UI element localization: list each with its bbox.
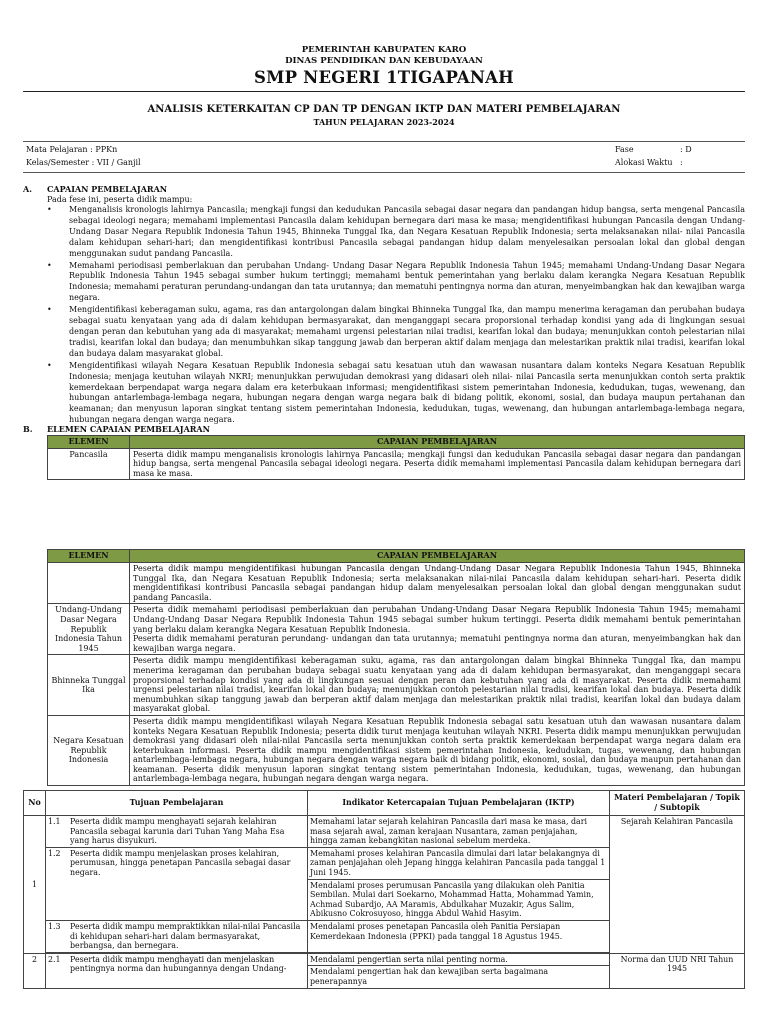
elemen-cp-table	[47, 435, 745, 480]
column-header-capaian: CAPAIAN PEMBELAJARAN	[130, 550, 745, 563]
cell-iktp: Mendalami pengertian hak dan kewajiban serta bagaimana penerapannya	[308, 966, 610, 988]
header-government: PEMERINTAH KABUPATEN KARO	[301, 45, 467, 55]
list-item: • Memahami periodisasi pemberlakuan dan perubahan Undang- Undang Dasar Negara Republik Indonesia Tahun 1945; memahami Undang-Undang Dasar Negara Republik Indonesia Tahun 1945 sebagai sumber hukum tertinggi; memahami bentuk pemerintahan yang berlaku dalam kerangka Negara Kesatuan Republik Indonesia; memahami peraturan perundang-undangan dan tata urutannya; dan mematuhi pentingnya norma dan aturan, menyeimbangkan hak dan kewajiban warga negara.	[69, 261, 745, 305]
cell-elemen: Bhinneka Tunggal Ika	[48, 655, 130, 716]
table-row	[48, 655, 745, 716]
cell-iktp: Mendalami pengertian serta nilai penting norma.	[308, 953, 610, 966]
cell-tujuan	[46, 847, 308, 920]
column-header-tujuan: Tujuan Pembelajaran	[46, 791, 308, 816]
cell-capaian-part1: Peserta didik memahami periodisasi pemberlakuan dan perubahan Undang-Undang Dasar Negara Republik Indonesia Tahun 1945; memahami Undang-Undang Dasar Negara Republik Indonesia Tahun 1945 sebagai sumber hukum tertinggi. Peserta didik memahami bentuk pemerintahan yang berlaku dalam kerangka Negara Kesatuan Republik Indonesia.	[133, 605, 741, 634]
list-item: • Menganalisis kronologis lahirnya Pancasila; mengkaji fungsi dan kedudukan Pancasila sebagai dasar negara dan pandangan hidup bangsa, serta mengenal Pancasila sebagai ideologi negara; memahami implementasi Pancasila dalam kehidupan bernegara dari masa ke masa; mengidentifikasi hubungan Pancasila dengan Undang-Undang Dasar Negara Republik Indonesia Tahun 1945, Bhinneka Tunggal Ika, dan Negara Kesatuan Republik Indonesia; serta melaksanakan nilai- nilai Pancasila dalam kehidupan sehari-hari; dan mengidentifikasi kontribusi Pancasila sebagai pandangan hidup dalam menyelesaikan persoalan lokal dan global dengan menggunakan sudut pandang Pancasila.	[69, 205, 745, 260]
tp-text: Peserta didik mampu menghayati dan menjelaskan pentingnya norma dan hubungannya dengan Undang-	[70, 954, 287, 974]
tp-number: 2.1	[48, 954, 61, 964]
column-header-no: No	[24, 791, 46, 816]
cell-tujuan	[46, 953, 308, 988]
section-b-heading: ELEMEN CAPAIAN PEMBELAJARAN	[47, 424, 210, 434]
cell-iktp: Mendalami proses perumusan Pancasila yang dilakukan oleh Panitia Sembilan. Mulai dari Soekarno, Mohammad Hatta, Mohammad Yamin, Achmad Subardjo, AA Maramis, Abdulkahar Muzakir, Agus Salim, Abikusno Cokrosuyoso, hingga Abdul Wahid Hasyim.	[308, 879, 610, 920]
header-department: DINAS PENDIDIKAN DAN KEBUDAYAAN	[285, 56, 483, 66]
cell-tujuan	[46, 920, 308, 952]
cell-capaian: Peserta didik mampu mengidentifikasi keberagaman suku, agama, ras dan antargolongan dalam bingkai Bhinneka Tunggal Ika, dan mampu menerima keragaman dan perubahan budaya sebagai suatu kenyataan yang ada di dalam kehidupan bermasyarakat, dan menganggapi secara proporsional terhadap kondisi yang ada di lingkungan sesuai dengan peran dan kebutuhan yang ada di masyarakat. Peserta didik memahami urgensi pelestarian nilai tradisi, kearifan lokal dan budaya; menunjukkan contoh pelestarian nilai tradisi, kearifan lokal dan budaya. Peserta didik menumbuhkan sikap tanggung jawab dan berperan aktif dalam menjaga dan melestarikan praktik nilai tradisi, kearifan lokal dan budaya dalam masyarakat global.	[130, 655, 745, 716]
column-header-iktp: Indikator Ketercapaian Tujuan Pembelajaran (IKTP)	[308, 791, 610, 816]
info-alokasi-label: Alokasi Waktu	[615, 158, 673, 167]
table-header-row	[48, 436, 745, 449]
info-mata-pelajaran: Mata Pelajaran : PPKn	[26, 145, 118, 154]
tp-number: 1.1	[48, 817, 61, 826]
tp-text: Peserta didik mampu mempraktikkan nilai-nilai Pancasila di kehidupan sehari-hari dalam bermasyarakat, berbangsa, dan bernegara.	[70, 921, 301, 951]
course-info-box	[23, 141, 745, 173]
info-kelas-semester: Kelas/Semester : VII / Ganjil	[26, 158, 141, 167]
tp-text: Peserta didik mampu menjelaskan proses kelahiran, perumusan, hingga penetapan Pancasila sebagai dasar negara.	[70, 848, 291, 877]
tp-item	[48, 922, 305, 951]
cell-capaian-part2: Peserta didik memahami peraturan perundang- undangan dan tata urutannya; mematuhi pentingnya norma dan aturan, menyeimbangkan hak dan kewajiban warga negara.	[133, 634, 741, 653]
table-row	[48, 715, 745, 785]
table-header-row	[24, 791, 745, 816]
table-row	[48, 563, 745, 604]
tp-item	[48, 955, 305, 974]
section-a-intro: Pada fese ini, peserta didik mampu:	[47, 195, 193, 204]
capaian-bullet-list	[69, 205, 745, 427]
tp-item	[48, 849, 305, 878]
section-a-letter: A.	[23, 184, 32, 194]
tp-number: 1.3	[48, 921, 61, 931]
cell-elemen	[48, 563, 130, 604]
list-item: • Mengidentifikasi keberagaman suku, agama, ras dan antargolongan dalam bingkai Bhinneka Tunggal Ika, dan mampu menerima keragaman dan perubahan budaya sebagai suatu kenyataan yang ada di dalam kehidupan bermasyarakat, dan menganggapi secara proporsional terhadap kondisi yang ada di lingkungan sesuai dengan peran dan kebutuhan yang ada di masyarakat; memahami urgensi pelestarian nilai tradisi, kearifan lokal dan budaya; menunjukkan contoh pelestarian nilai tradisi, kearifan lokal dan budaya; dan menumbuhkan sikap tanggung jawab dan berperan aktif dalam menjaga dan melestarikan praktik nilai tradisi, kearifan lokal dan budaya dalam masyarakat global.	[69, 305, 745, 360]
table-row	[48, 604, 745, 655]
info-alokasi-value: :	[680, 158, 683, 167]
table-row	[24, 953, 745, 966]
cell-capaian	[130, 604, 745, 655]
cell-capaian: Peserta didik mampu mengidentifikasi wilayah Negara Kesatuan Republik Indonesia sebagai satu kesatuan utuh dan wawasan nusantara dalam konteks Negara Kesatuan Republik Indonesia; peserta didik turut menjaga keutuhan wilayah NKRI. Peserta didik mampu menunjukkan perwujudan demokrasi yang didasari oleh nilai-nilai Pancasila serta menunjukkan contoh serta praktik kemerdekaan berpendapat warga negara dalam era keterbukaan informasi. Peserta didik mampu mengidentifikasi sistem pemerintahan Indonesia, kedudukan, tugas, wewenang, dan hubungan antarlembaga-lembaga negara, hubungan negara dengan warga negara baik di bidang politik, ekonomi, sosial, dan budaya maupun pertahanan dan keamanan. Peserta didik menyusun laporan singkat tentang sistem pemerintahan Indonesia, kedudukan, tugas, wewenang, dan hubungan antarlembaga-lembaga negara, hubungan negara dengan warga negara.	[130, 715, 745, 785]
column-header-materi: Materi Pembelajaran / Topik / Subtopik	[610, 791, 745, 816]
cell-iktp: Mendalami proses penetapan Pancasila oleh Panitia Persiapan Kemerdekaan Indonesia (PPKI) pada tanggal 18 Agustus 1945.	[308, 920, 610, 952]
cell-elemen: Negara Kesatuan Republik Indonesia	[48, 715, 130, 785]
tp-iktp-table	[23, 790, 745, 989]
column-header-capaian: CAPAIAN PEMBELAJARAN	[130, 436, 745, 449]
cell-elemen: Undang-Undang Dasar Negara Republik Indonesia Tahun 1945	[48, 604, 130, 655]
tp-number: 1.2	[48, 848, 61, 858]
table-row	[48, 448, 745, 480]
cell-capaian: Peserta didik mampu menganalisis kronologis lahirnya Pancasila; mengkaji fungsi dan kedudukan Pancasila sebagai dasar negara dan pandangan hidup bangsa, serta mengenal Pancasila sebagai ideologi negara. Peserta didik memahami implementasi Pancasila dalam kehidupan bernegara dari masa ke masa.	[130, 448, 745, 480]
cell-tujuan	[46, 816, 308, 848]
cell-materi: Sejarah Kelahiran Pancasila	[610, 816, 745, 954]
section-b-letter: B.	[23, 424, 33, 434]
elemen-cp-table-continued	[47, 549, 745, 786]
tp-text: Peserta didik mampu menghayati sejarah kelahiran Pancasila sebagai karunia dari Tuhan Yang Maha Esa yang harus disyukuri.	[70, 817, 285, 846]
cell-materi: Norma dan UUD NRI Tahun 1945	[610, 953, 745, 988]
info-fase-label: Fase	[615, 145, 634, 154]
tp-item	[48, 817, 305, 846]
cell-iktp: Memahami proses kelahiran Pancasila dimulai dari latar belakangnya di zaman penjajahan oleh Jepang hingga kelahiran Pancasila pada tanggal 1 Juni 1945.	[308, 847, 610, 879]
table-header-row	[48, 550, 745, 563]
cell-capaian: Peserta didik mampu mengidentifikasi hubungan Pancasila dengan Undang-Undang Dasar Negara Republik Indonesia Tahun 1945, Bhinneka Tunggal Ika, dan Negara Kesatuan Republik Indonesia; serta melaksanakan nilai-nilai Pancasila dalam kehidupan sehari-hari. Peserta didik mengidentifikasi kontribusi Pancasila sebagai pandangan hidup dalam menyelesaikan persoalan lokal dan global dengan menggunakan sudut pandang Pancasila.	[130, 563, 745, 604]
section-a-heading: CAPAIAN PEMBELAJARAN	[47, 184, 168, 194]
cell-iktp: Memahami latar sejarah kelahiran Pancasila dari masa ke masa, dari masa sejarah awal, zaman kerajaan Nusantara, zaman penjajahan, hingga zaman kebangkitan nasional sebelum merdeka.	[308, 816, 610, 848]
table-row	[24, 816, 745, 848]
info-fase-value: : D	[680, 145, 692, 154]
cell-no: 2	[24, 953, 46, 988]
cell-elemen: Pancasila	[48, 448, 130, 480]
header-school-name: SMP NEGERI 1TIGAPANAH	[254, 68, 514, 87]
document-title: ANALISIS KETERKAITAN CP DAN TP DENGAN IKTP DAN MATERI PEMBELAJARAN	[147, 104, 621, 115]
column-header-elemen: ELEMEN	[48, 550, 130, 563]
cell-no: 1	[24, 816, 46, 954]
column-header-elemen: ELEMEN	[48, 436, 130, 449]
header-divider	[23, 91, 745, 92]
list-item: • Mengidentifikasi wilayah Negara Kesatuan Republik Indonesia sebagai satu kesatuan utuh dan wawasan nusantara dalam konteks Negara Kesatuan Republik Indonesia; menjaga keutuhan wilayah NKRI; menunjukkan perwujudan demokrasi yang didasari oleh nilai- nilai Pancasila serta menunjukkan contoh serta praktik kemerdekaan berpendapat warga negara dalam era keterbukaan informasi; mengidentifikasi sistem pemerintahan Indonesia, kedudukan, tugas, wewenang, dan hubungan antarlembaga-lembaga negara, hubungan negara dengan warga negara baik di bidang politik, ekonomi, sosial, dan budaya maupun pertahanan dan keamanan; dan menyusun laporan singkat tentang sistem pemerintahan Indonesia, kedudukan, tugas, wewenang, dan hubungan antarlembaga-lembaga negara, hubungan negara dengan warga negara.	[69, 361, 745, 426]
document-subtitle: TAHUN PELAJARAN 2023-2024	[313, 117, 455, 127]
